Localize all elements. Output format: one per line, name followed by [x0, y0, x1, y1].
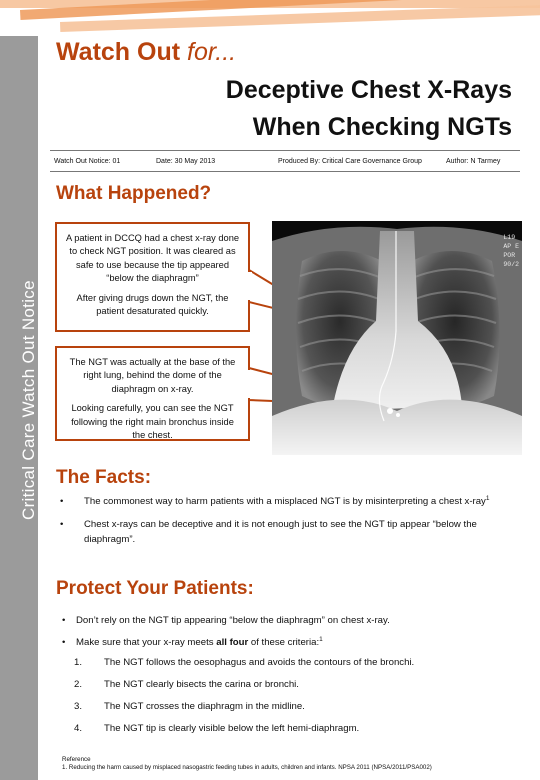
fact-text: The commonest way to harm patients with a misplaced NGT is by misinterpreting a chest x-ray [84, 496, 486, 507]
reference-heading: Reference [62, 756, 91, 763]
list-item [60, 518, 510, 547]
list-item [60, 637, 520, 648]
criteria-number: 3. [74, 701, 83, 712]
xray-overlay-text [503, 233, 519, 269]
callout-incident [55, 222, 250, 332]
criteria-text: The NGT follows the oesophagus and avoids the contours of the bronchi. [104, 657, 415, 668]
protect-text-bold: all four [216, 637, 249, 648]
callout-incident-text-1: A patient in DCCQ had a chest x-ray done to check NGT position. It was cleared as safe to use because the tip appeared “below the diaphragm” [65, 233, 240, 284]
produced-by: Produced By: Critical Care Governance Group [278, 158, 422, 165]
chest-xray-graphic [272, 221, 522, 455]
title-italic: for... [187, 38, 237, 66]
reference-text: 1. Reducing the harm caused by misplaced nasogastric feeding tubes in adults, children and infants. NPSA 2011 (NPSA/2011/PSA002) [62, 764, 432, 772]
criteria-item [74, 723, 514, 745]
xray-overlay-line: L19 [503, 234, 516, 241]
notice-date: Date: 30 May 2013 [156, 158, 216, 165]
protect-text-post: of these criteria: [248, 637, 320, 648]
xray-overlay-line: AP E [503, 243, 519, 251]
xray-overlay-line: POR [503, 252, 516, 260]
side-label: Critical Care Watch Out Notice [19, 280, 38, 520]
page-title [56, 38, 236, 67]
subtitle-line2: When Checking NGTs [252, 113, 512, 141]
criteria-text: The NGT crosses the diaphragm in the midline. [104, 701, 305, 712]
criteria-item [74, 679, 514, 701]
criteria-text: The NGT tip is clearly visible below the left hemi-diaphragm. [104, 723, 360, 734]
notice-meta-bar [50, 150, 520, 172]
heading-the-facts: The Facts: [56, 467, 152, 488]
footnote-ref: 1 [319, 635, 323, 643]
heading-what-happened: What Happened? [56, 183, 212, 204]
criteria-number: 1. [74, 657, 83, 668]
heading-protect-patients: Protect Your Patients: [56, 578, 254, 599]
subtitle-line1: Deceptive Chest X-Rays [225, 76, 512, 104]
chest-xray-image [272, 221, 522, 455]
criteria-item [74, 657, 514, 679]
title-main: Watch Out [56, 38, 181, 66]
criteria-item [74, 701, 514, 723]
callout-finding-text-1: The NGT was actually at the base of the right lung, behind the dome of the diaphragm on x-ray. [69, 357, 236, 394]
reference-block [62, 756, 432, 773]
protect-text: Don’t rely on the NGT tip appearing “below the diaphragm” on chest x-ray. [76, 615, 390, 626]
facts-list [60, 495, 510, 556]
notice-number: Watch Out Notice: 01 [54, 158, 121, 165]
callout-incident-text-2: After giving drugs down the NGT, the patient desaturated quickly. [76, 292, 229, 317]
criteria-number: 4. [74, 723, 83, 734]
fact-text: Chest x-rays can be deceptive and it is not enough just to see the NGT tip appear “below the diaphragm”. [84, 519, 477, 545]
callout-finding [55, 346, 250, 441]
header-stripes [0, 0, 540, 36]
footnote-ref: 1 [485, 494, 490, 502]
protect-text-pre: Make sure that your x-ray meets [76, 637, 217, 648]
xray-overlay-line: 90/2 [503, 261, 519, 269]
protect-list [60, 615, 520, 659]
list-item [60, 495, 510, 509]
criteria-list [74, 657, 514, 745]
callout-finding-text-2: Looking carefully, you can see the NGT following the right main bronchus inside the chest. [71, 403, 234, 441]
criteria-number: 2. [74, 679, 83, 690]
author: Author: N Tarmey [446, 158, 501, 165]
criteria-text: The NGT clearly bisects the carina or bronchi. [104, 679, 299, 690]
list-item [60, 615, 520, 626]
